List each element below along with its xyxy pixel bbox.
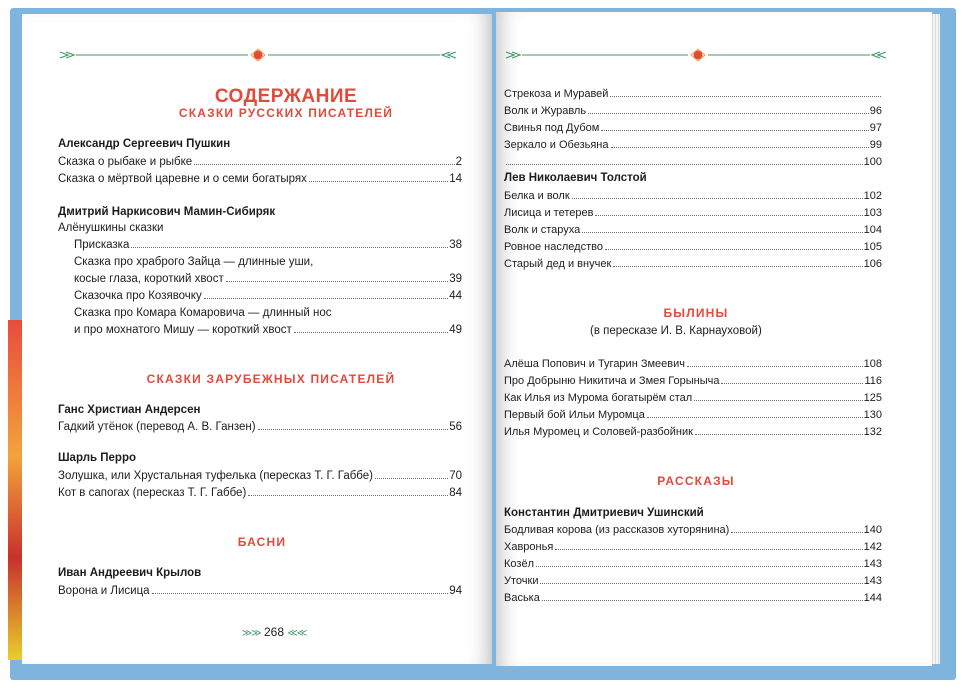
author-name: Александр Сергеевич Пушкин (58, 138, 231, 150)
toc-entry[interactable]: Уточки 143 (504, 575, 882, 587)
toc-entry[interactable]: Илья Муромец и Соловей-разбойник 132 (504, 426, 882, 438)
toc-entry[interactable]: Козёл 143 (504, 558, 882, 570)
toc-entry[interactable]: Ровное наследство 105 (504, 241, 882, 253)
toc-entry[interactable]: Сказка о рыбаке и рыбке 2 (58, 156, 462, 168)
author-name: Ганс Христиан Андерсен (58, 404, 201, 416)
section-heading: СКАЗКИ ЗАРУБЕЖНЫХ ПИСАТЕЛЕЙ (146, 372, 396, 386)
toc-entry[interactable]: Свинья под Дубом 97 (504, 122, 882, 134)
toc-entry[interactable]: Хавронья 142 (504, 541, 882, 553)
toc-entry[interactable]: Сказка о мёртвой царевне и о семи богатырях 14 (58, 173, 462, 185)
toc-entry[interactable]: Лисица и тетерев 103 (504, 207, 882, 219)
toc-entry[interactable]: Первый бой Ильи Муромца 130 (504, 409, 882, 421)
toc-entry[interactable]: Волк и Журавль 96 (504, 105, 882, 117)
author-name: Шарль Перро (58, 452, 136, 464)
section-heading: РАССКАЗЫ (657, 474, 735, 488)
toc-entry[interactable]: Бодливая корова (из рассказов хуторянина) 140 (504, 524, 882, 536)
toc-entry[interactable]: Стрекоза и Муравей (504, 88, 882, 100)
ornament-right-icon: ≪≪ (287, 628, 307, 639)
toc-entry[interactable]: косые глаза, короткий хвост 39 (74, 273, 462, 285)
ornament-left-icon: ≫≫ (241, 628, 261, 639)
toc-entry[interactable]: Алёша Попович и Тугарин Змеевич 108 (504, 358, 882, 370)
toc-entry[interactable]: 100 (504, 156, 882, 168)
toc-entry[interactable]: Ворона и Лисица 94 (58, 585, 462, 597)
section-note: (в пересказе И. В. Карнауховой) (590, 325, 762, 337)
section-heading: БАСНИ (237, 535, 287, 549)
right-page (496, 12, 932, 666)
section-heading: СКАЗКИ РУССКИХ ПИСАТЕЛЕЙ (178, 106, 394, 120)
author-name: Дмитрий Наркисович Мамин-Сибиряк (58, 206, 276, 218)
author-name: Иван Андреевич Крылов (58, 567, 202, 579)
left-page (22, 14, 492, 664)
toc-entry[interactable]: Присказка 38 (74, 239, 462, 251)
toc-entry[interactable]: Зеркало и Обезьяна 99 (504, 139, 882, 151)
toc-entry[interactable]: Васька 144 (504, 592, 882, 604)
toc-entry[interactable]: Сказочка про Козявочку 44 (74, 290, 462, 302)
header-ornament (58, 48, 458, 62)
toc-entry[interactable]: Белка и волк 102 (504, 190, 882, 202)
toc-entry-line1: Сказка про Комара Комаровича — длинный нос (74, 307, 332, 319)
section-heading: БЫЛИНЫ (663, 306, 729, 320)
author-name: Лев Николаевич Толстой (504, 172, 647, 184)
toc-entry-line1: Сказка про храброго Зайца — длинные уши, (74, 256, 314, 268)
toc-entry[interactable]: Золушка, или Хрустальная туфелька (пересказ Т. Г. Габбе) 70 (58, 470, 462, 482)
toc-entry[interactable]: Гадкий утёнок (перевод А. В. Ганзен) 56 (58, 421, 462, 433)
author-name: Константин Дмитриевич Ушинский (504, 507, 704, 519)
page-number: ≫≫ 268 ≪≪ (241, 625, 307, 639)
collection-title: Алёнушкины сказки (58, 222, 164, 234)
toc-entry[interactable]: Про Добрыню Никитича и Змея Горыныча 116 (504, 375, 882, 387)
toc-entry[interactable]: Как Илья из Мурома богатырём стал 125 (504, 392, 882, 404)
toc-entry[interactable]: и про мохнатого Мишу — короткий хвост 49 (74, 324, 462, 336)
toc-entry[interactable]: Кот в сапогах (пересказ Т. Г. Габбе) 84 (58, 487, 462, 499)
header-ornament (504, 48, 888, 62)
toc-entry[interactable]: Волк и старуха 104 (504, 224, 882, 236)
page-title: СОДЕРЖАНИЕ (214, 86, 358, 107)
toc-entry[interactable]: Старый дед и внучек 106 (504, 258, 882, 270)
